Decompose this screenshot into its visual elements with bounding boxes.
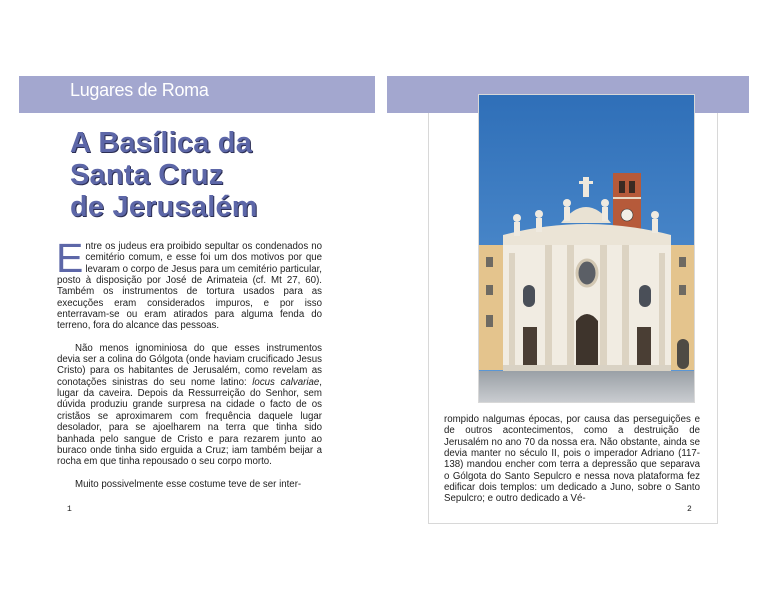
title-line-3: de Jerusalém: [70, 191, 258, 223]
paragraph-2-text-a: Não menos ignominiosa do que esses instrumentos devia ser a colina do Gólgota (onde haviam crucificado Jesus Cristo) para os habitantes de Jerusalém, como revelam as conotações sinistras do seu nome latino:: [57, 342, 322, 388]
paragraph-3: Muito possivelmente esse costume teve de ser inter-: [75, 478, 302, 490]
basilica-illustration: [479, 95, 694, 402]
paragraph-1: [56, 235, 322, 332]
drop-cap: E: [56, 235, 84, 281]
page-number-right: 2: [687, 505, 692, 514]
right-column: [444, 414, 700, 505]
left-column: [56, 235, 322, 490]
title-line-1: A Basílica da: [70, 127, 253, 159]
article-title: [70, 127, 370, 223]
paragraph-1-text: ntre os judeus era proibido sepultar os condenados no cemitério comum, e esse foi um dos motivos por que levaram o corpo de Jesus para um cemitério particular, posto à disposição por José de Arimateia (cf. Mt 27, 60). Também os instrumentos de tortura usados para as execuções eram considerados impuros, e por isso enterravam-se ou eram atirados para alguma fenda do terreno, fora do alcance das pessoas.: [57, 241, 322, 332]
paragraph-4: rompido nalgumas épocas, por causa das perseguições e de outros acontecimentos, como a destruição de Jerusalém no ano 70 da nossa era. Não obstante, ainda se devia manter no século II, pois o imperador Adriano (117-138) mandou encher com terra a depressão que separava o Gólgota do Santo Sepulcro e nessa nova plataforma fez edificar dois templos: um dedicado a Juno, sobre o Santo Sepulcro; e outro dedicado a Vé-: [444, 414, 700, 505]
basilica-photo: [478, 94, 695, 403]
paragraph-2-text-b: , lugar da caveira. Depois da Ressurreição do Senhor, sem dúvida produziu grande surpresa na cidade o facto de os cristãos se aproximarem com frequência daquele lugar desolador, para se ajoelharem na terra que tinha sido banhada pelo sangue de Cristo e para rezarem junto ao buraco onde tinha sido erguida a Cruz; iam também beijar a rocha em que tinha repousado o seu corpo morto.: [57, 376, 322, 468]
title-line-2: Santa Cruz: [70, 159, 224, 191]
paragraph-2: [57, 343, 322, 468]
section-label: Lugares de Roma: [70, 80, 209, 100]
latin-term: locus calvariae: [252, 376, 320, 388]
page-number-left: 1: [67, 505, 72, 514]
